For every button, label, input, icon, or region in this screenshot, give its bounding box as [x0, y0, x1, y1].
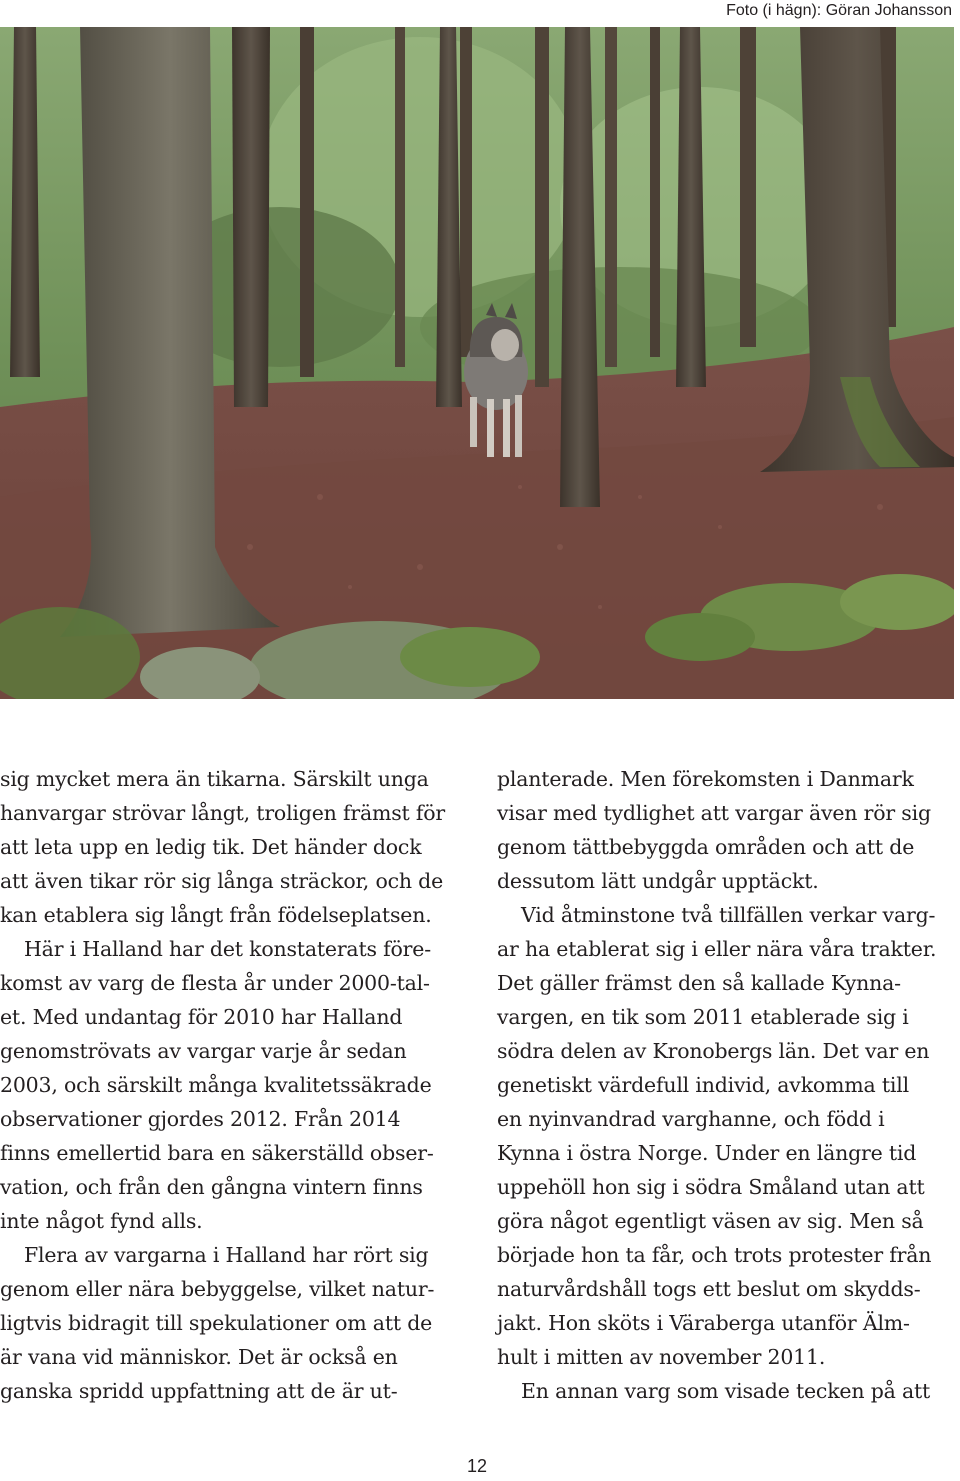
text-line: dessutom lätt undgår upptäckt. — [497, 869, 819, 893]
text-line: att även tikar rör sig långa sträckor, och de — [0, 869, 444, 893]
text-line: inte något fynd alls. — [0, 1209, 203, 1233]
text-line: genom tättbebyggda områden och att de — [497, 835, 915, 859]
text-line: hanvargar strövar långt, troligen främst för — [0, 801, 446, 825]
text-line: hult i mitten av november 2011. — [497, 1345, 826, 1369]
paragraph — [497, 898, 957, 1374]
paragraph — [0, 762, 462, 932]
paragraph — [497, 1374, 957, 1408]
text-line: planterade. Men förekomsten i Danmark — [497, 767, 914, 791]
text-line: En annan varg som visade tecken på att — [521, 1379, 931, 1403]
text-line: Det gäller främst den så kallade Kynna- — [497, 971, 901, 995]
text-line: Vid åtminstone två tillfällen verkar varg- — [521, 903, 936, 927]
text-line: naturvårdshåll togs ett beslut om skydds- — [497, 1277, 921, 1301]
text-line: ar ha etablerat sig i eller nära våra trakter. — [497, 937, 937, 961]
page-number: 12 — [466, 1456, 488, 1476]
text-line: komst av varg de flesta år under 2000-tal- — [0, 971, 430, 995]
left-text-column — [0, 762, 462, 1408]
paragraph — [497, 762, 957, 898]
text-line: började hon ta får, och trots protester från — [497, 1243, 932, 1267]
right-text-column — [497, 762, 957, 1408]
text-line: göra något egentligt väsen av sig. Men så — [497, 1209, 924, 1233]
text-line: ligtvis bidragit till spekulationer om att de — [0, 1311, 433, 1335]
text-line: ganska spridd uppfattning att de är ut- — [0, 1379, 398, 1403]
text-line: jakt. Hon sköts i Väraberga utanför Älm- — [497, 1311, 910, 1335]
text-line: Flera av vargarna i Halland har rört sig — [24, 1243, 429, 1267]
text-line: en nyinvandrad varghanne, och född i — [497, 1107, 885, 1131]
text-line: sig mycket mera än tikarna. Särskilt unga — [0, 767, 429, 791]
text-line: södra delen av Kronobergs län. Det var en — [497, 1039, 930, 1063]
text-line: kan etablera sig långt från födelseplatsen. — [0, 903, 432, 927]
text-line: att leta upp en ledig tik. Det händer dock — [0, 835, 422, 859]
text-line: et. Med undantag för 2010 har Halland — [0, 1005, 403, 1029]
text-line: visar med tydlighet att vargar även rör sig — [497, 801, 931, 825]
text-line: genom eller nära bebyggelse, vilket natur- — [0, 1277, 435, 1301]
text-line: Kynna i östra Norge. Under en längre tid — [497, 1141, 917, 1165]
text-line: är vana vid människor. Det är också en — [0, 1345, 398, 1369]
text-line: observationer gjordes 2012. Från 2014 — [0, 1107, 401, 1131]
text-line: vargen, en tik som 2011 etablerade sig i — [497, 1005, 909, 1029]
paragraph — [0, 1238, 462, 1408]
paragraph — [0, 932, 462, 1238]
text-line: 2003, och särskilt många kvalitetssäkrade — [0, 1073, 432, 1097]
photo-credit: Foto (i hägn): Göran Johansson — [726, 2, 952, 19]
wolf-forest-photo — [0, 27, 954, 699]
text-line: uppehöll hon sig i södra Småland utan att — [497, 1175, 925, 1199]
text-line: genetiskt värdefull individ, avkomma till — [497, 1073, 909, 1097]
text-line: genomströvats av vargar varje år sedan — [0, 1039, 407, 1063]
text-line: finns emellertid bara en säkerställd obser- — [0, 1141, 434, 1165]
text-line: Här i Halland har det konstaterats före- — [24, 937, 431, 961]
text-line: vation, och från den gångna vintern finns — [0, 1175, 423, 1199]
